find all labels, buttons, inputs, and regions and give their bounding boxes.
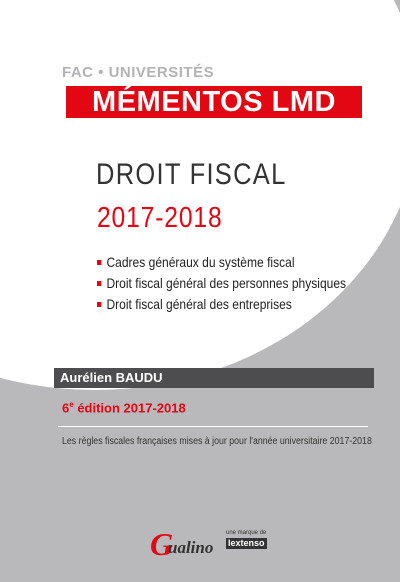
publisher-tagline: une marque de	[226, 530, 267, 536]
publisher-logo-name: ualino	[168, 538, 214, 557]
publisher-brand: lextenso	[228, 538, 265, 548]
topic-label: Droit fiscal général des entreprises	[106, 296, 292, 312]
square-bullet-icon	[97, 302, 101, 307]
topic-item	[97, 252, 346, 273]
book-title: DROIT FISCAL	[96, 158, 287, 191]
publisher-logo	[150, 526, 270, 566]
topic-list	[97, 252, 387, 315]
topic-label: Cadres généraux du système fiscal	[106, 254, 295, 270]
square-bullet-icon	[97, 260, 101, 265]
book-description: Les règles fiscales françaises mises à jour pour l'année universitaire 2017-2018	[62, 436, 372, 447]
topic-label: Droit fiscal général des personnes physiques	[106, 275, 347, 291]
edition-label	[62, 400, 186, 415]
author-bar	[54, 368, 374, 388]
topic-item	[97, 273, 346, 294]
edition-number: 6	[62, 400, 70, 416]
collection-label: FAC • UNIVERSITÉS	[62, 64, 215, 81]
topic-item	[97, 294, 346, 315]
square-bullet-icon	[97, 281, 101, 286]
series-banner: MÉMENTOS LMD	[66, 86, 362, 118]
edition-text: édition 2017-2018	[77, 400, 186, 416]
edition-suffix: e	[69, 400, 74, 409]
book-year: 2017-2018	[97, 202, 223, 234]
divider	[58, 426, 368, 427]
publisher-logo-initial: G	[150, 526, 174, 562]
author-name: Aurélien BAUDU	[60, 370, 163, 385]
